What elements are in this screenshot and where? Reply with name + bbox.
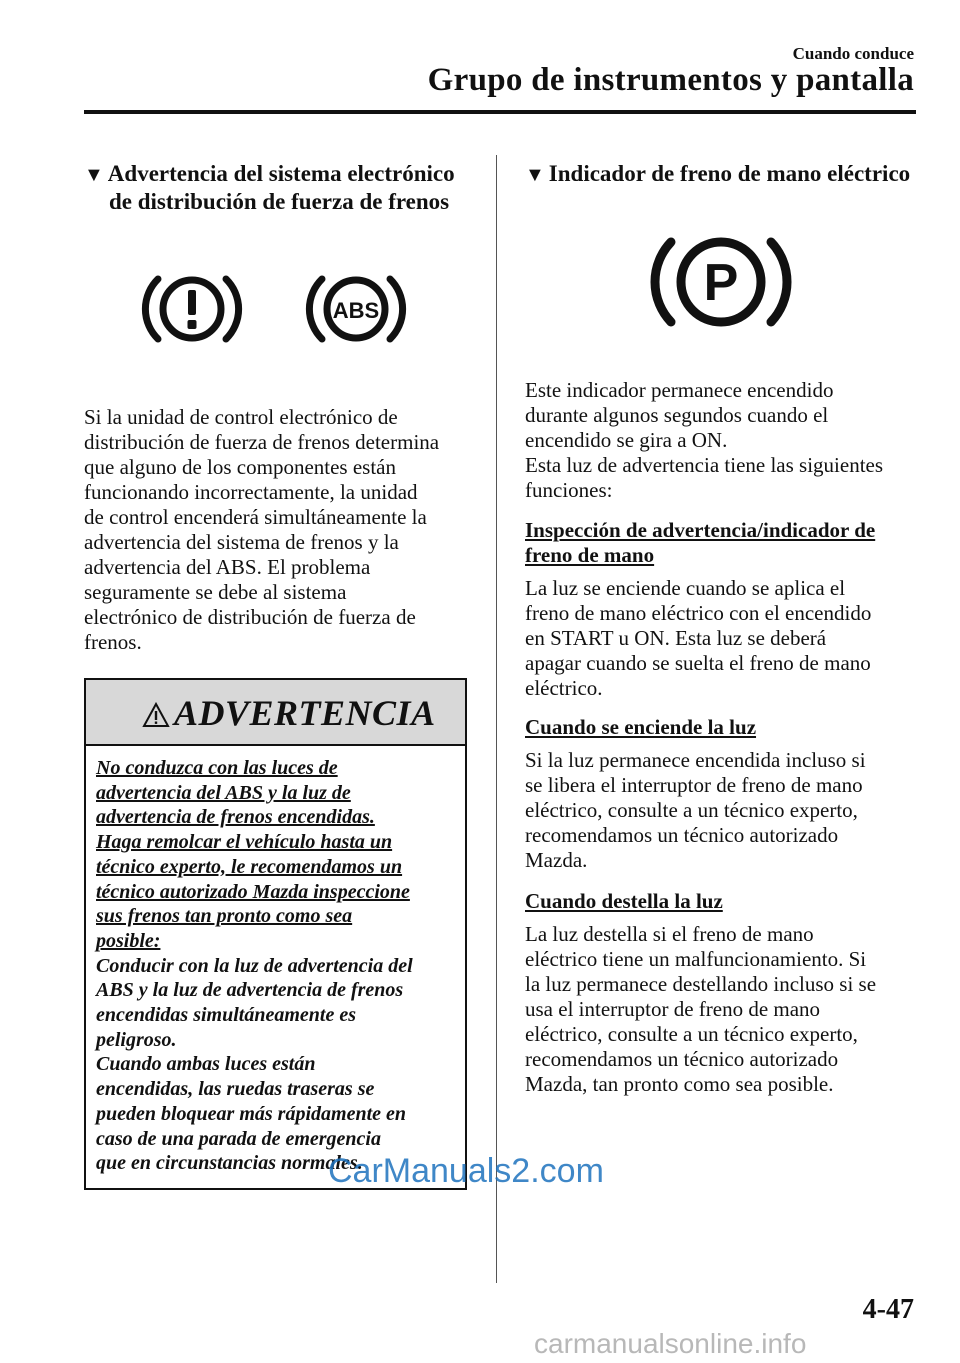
- right-heading: ▼ Indicador de freno de mano eléctrico: [525, 161, 911, 186]
- header-rule: [84, 110, 916, 114]
- page-title: Grupo de instrumentos y pantalla: [427, 62, 914, 98]
- watermark-carmanualsonline: carmanualsonline.info: [534, 1328, 807, 1359]
- abs-warning-icon: [304, 266, 408, 352]
- right-intro: Este indicador permanece encendido durante algunos segundos cuando el encendido se gira a ON. Esta luz de advertencia tiene las siguientes funciones:: [525, 378, 884, 502]
- page-number: 4-47: [862, 1294, 914, 1325]
- left-body: Si la unidad de control electrónico de distribución de fuerza de frenos determina que alguno de los componentes están funcionando incorrectamente, la unidad de control encenderá simultáneamente la advertencia del sistema de frenos y la advertencia del ABS. El problema seguramente se debe al sistema electrónico de distribución de fuerza de frenos.: [84, 405, 440, 654]
- parking-brake-icon: [646, 228, 796, 336]
- brake-warning-icon: [140, 266, 244, 352]
- p-icon-text: P: [703, 254, 739, 312]
- warning-box: [84, 678, 467, 1190]
- light-on-body: Si la luz permanece encendida incluso si se libera el interruptor de freno de mano eléctrico, consulte a un técnico experto, recomendamos un técnico autorizado Mazda.: [525, 748, 866, 872]
- watermark-carmanuals2: CarManuals2.com: [328, 1152, 604, 1190]
- left-heading-line1: ▼ Advertencia del sistema electrónico: [84, 161, 455, 186]
- triangle-marker-icon: ▼: [84, 164, 104, 186]
- triangle-marker-icon: ▼: [525, 164, 545, 186]
- subheading-light-on: Cuando se enciende la luz: [525, 715, 757, 739]
- header-section: Cuando conduce: [792, 44, 914, 63]
- subheading-inspection: Inspección de advertencia/indicador de freno de mano: [525, 518, 876, 567]
- warning-triangle-icon: [142, 702, 170, 728]
- warning-text: No conduzca con las luces de advertencia del ABS y la luz de advertencia de frenos encendidas. Haga remolcar el vehículo hasta un técnico experto, le recomendamos un técnico autorizado Mazda inspeccione sus frenos tan pronto como sea posible: Conducir con la luz de advertencia del ABS y la luz de advertencia de frenos encendidas simultáneamente es peligroso. Cuando ambas luces están encendidas, las ruedas traseras se pueden bloquear más rápidamente en caso de una parada de emergencia que en circunstancias normales.: [96, 757, 413, 1175]
- abs-icon-text: ABS: [332, 298, 380, 323]
- column-divider: [496, 155, 497, 1283]
- subheading-light-flashing: Cuando destella la luz: [525, 889, 723, 913]
- warning-header: [86, 680, 465, 746]
- warning-title: ADVERTENCIA: [174, 693, 436, 733]
- left-heading-line2: de distribución de fuerza de frenos: [109, 189, 450, 214]
- light-flashing-body: La luz destella si el freno de mano eléctrico tiene un malfuncionamiento. Si la luz permanece destellando incluso si se usa el interruptor de freno de mano eléctrico, consulte a un técnico experto, recomendamos un técnico autorizado Mazda, tan pronto como sea posible.: [525, 922, 877, 1096]
- inspection-body: La luz se enciende cuando se aplica el freno de mano eléctrico con el encendido en START u ON. Esta luz se deberá apagar cuando se suelta el freno de mano eléctrico.: [525, 576, 872, 700]
